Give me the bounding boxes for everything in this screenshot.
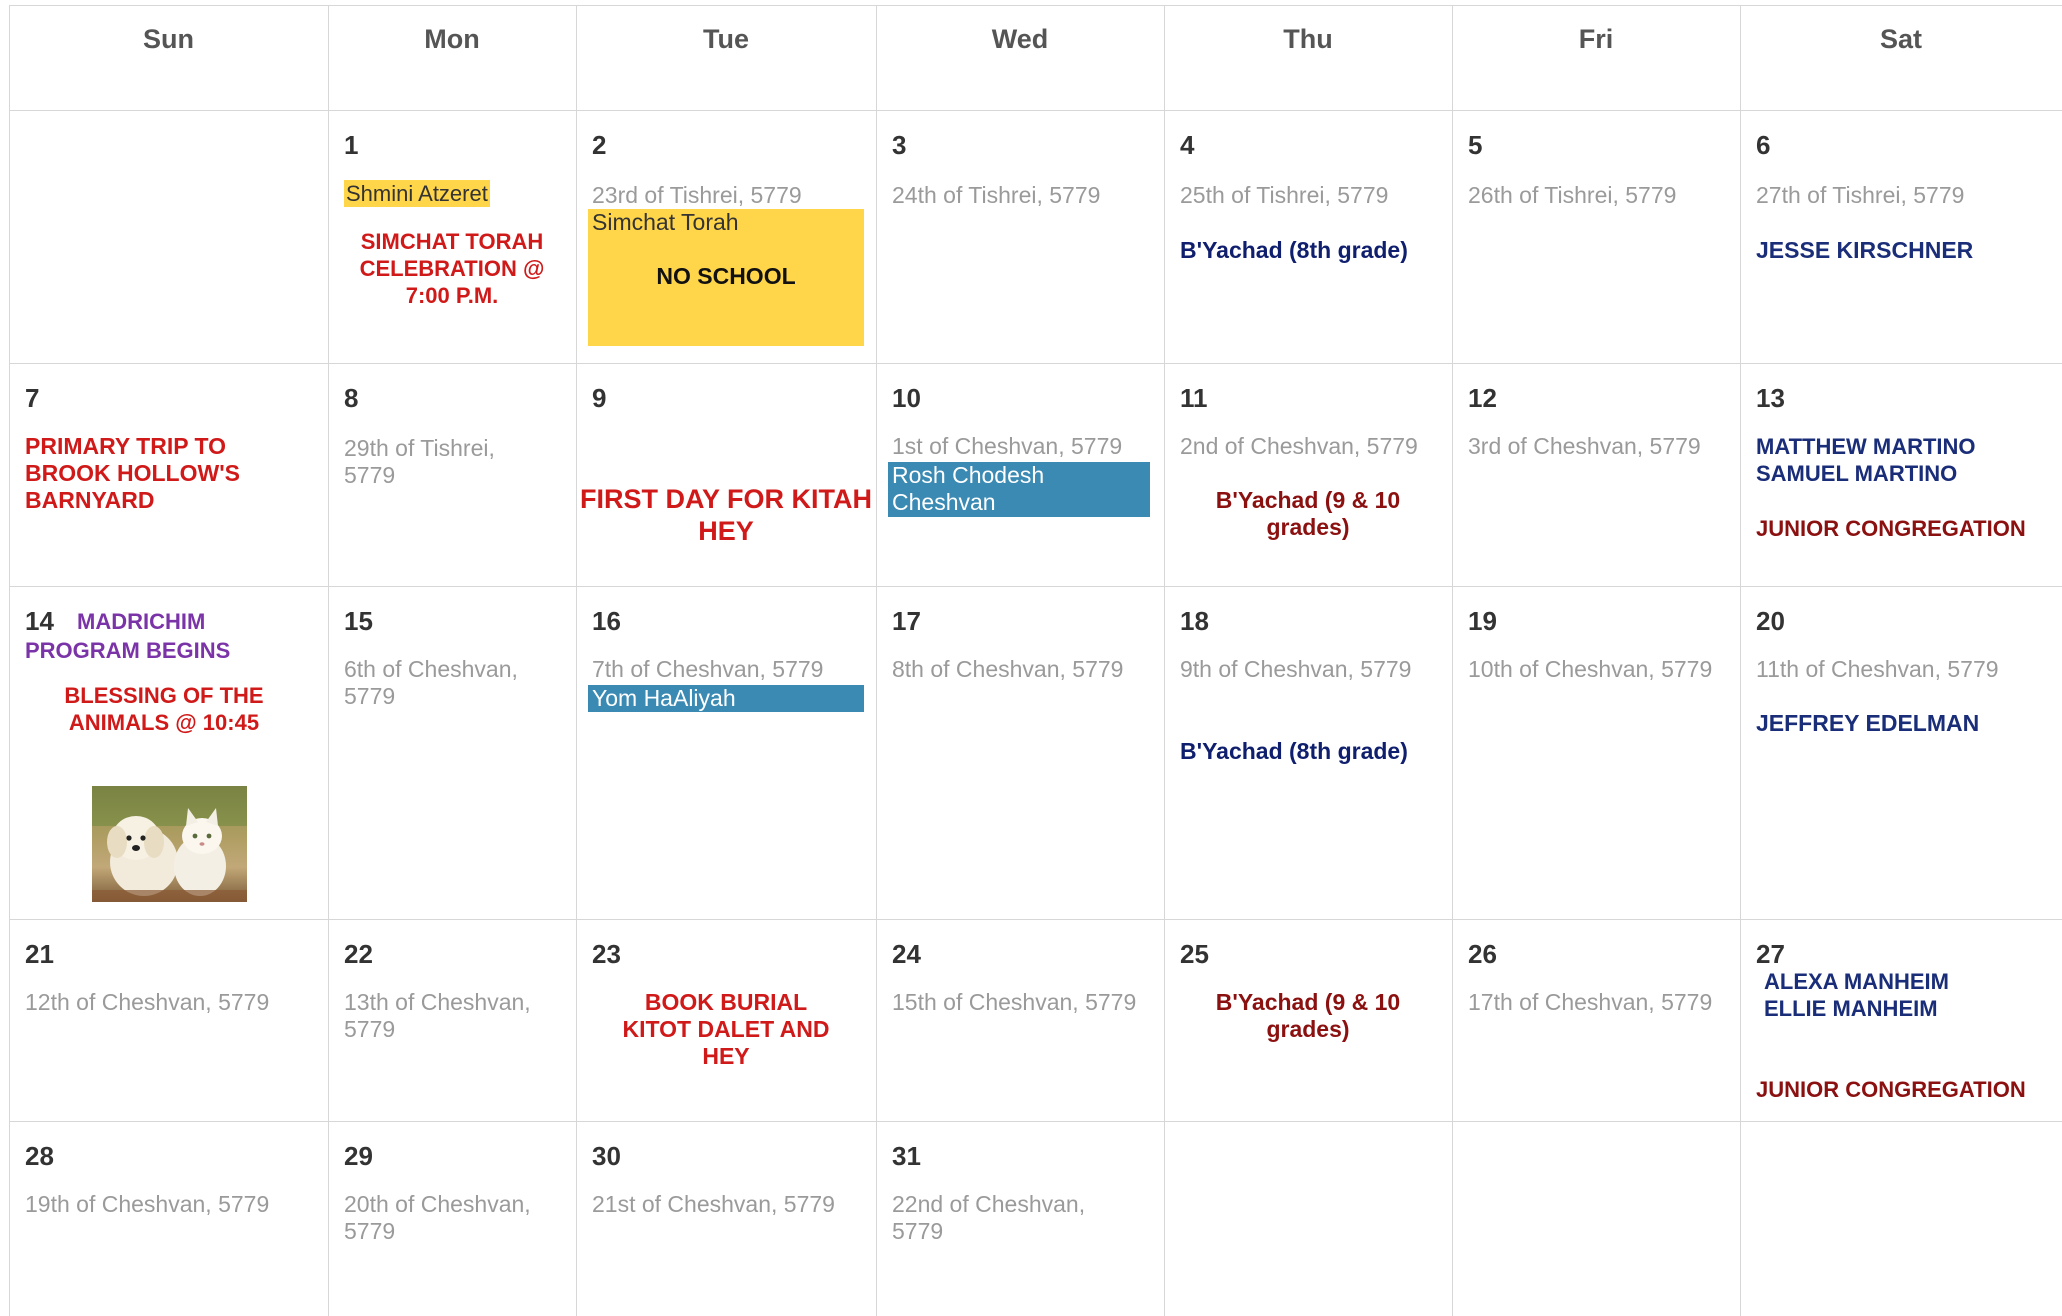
no-school-label: NO SCHOOL bbox=[656, 263, 796, 289]
day-number: 31 bbox=[892, 1141, 921, 1171]
hebrew-date: 11th of Cheshvan, 5779 bbox=[1756, 656, 1999, 682]
hebrew-date: 27th of Tishrei, 5779 bbox=[1756, 182, 1965, 208]
hebrew-date: 22nd of Cheshvan, 5779 bbox=[892, 1191, 1086, 1244]
day-cell[interactable] bbox=[1164, 586, 1452, 919]
day-number: 13 bbox=[1756, 383, 1785, 413]
day-number: 5 bbox=[1468, 130, 1483, 160]
day-number: 14 bbox=[25, 606, 54, 636]
day-cell[interactable] bbox=[1452, 919, 1740, 1121]
event-label[interactable]: FIRST DAY FOR KITAH HEY bbox=[579, 484, 873, 546]
day-number: 25 bbox=[1180, 939, 1209, 969]
hebrew-date: 12th of Cheshvan, 5779 bbox=[25, 989, 270, 1015]
day-cell[interactable] bbox=[1740, 363, 2062, 586]
day-cell[interactable] bbox=[328, 586, 576, 919]
event-label[interactable]: PRIMARY TRIP TO BROOK HOLLOW'S BARNYARD bbox=[25, 433, 241, 513]
day-name-thu: Thu bbox=[1283, 24, 1333, 54]
hebrew-date: 19th of Cheshvan, 5779 bbox=[25, 1191, 270, 1217]
event-label[interactable]: ELLIE MANHEIM bbox=[1764, 996, 1938, 1021]
day-cell[interactable] bbox=[1164, 363, 1452, 586]
day-number: 18 bbox=[1180, 606, 1209, 636]
event-label[interactable]: B'Yachad (8th grade) bbox=[1180, 237, 1408, 263]
day-cell[interactable] bbox=[576, 586, 876, 919]
day-cell[interactable] bbox=[328, 363, 576, 586]
day-number: 2 bbox=[592, 130, 607, 160]
event-label[interactable]: MATTHEW MARTINO bbox=[1756, 434, 1976, 459]
event-label[interactable]: BOOK BURIAL KITOT DALET AND HEY bbox=[622, 989, 830, 1069]
day-number: 22 bbox=[344, 939, 373, 969]
day-number: 4 bbox=[1180, 130, 1195, 160]
day-cell[interactable] bbox=[1452, 586, 1740, 919]
holiday-label: Simchat Torah bbox=[592, 209, 739, 235]
day-cell[interactable] bbox=[328, 919, 576, 1121]
day-cell[interactable] bbox=[876, 919, 1164, 1121]
day-cell[interactable] bbox=[576, 919, 876, 1121]
day-number: 16 bbox=[592, 606, 621, 636]
day-cell[interactable] bbox=[9, 363, 328, 586]
event-label[interactable]: JESSE KIRSCHNER bbox=[1756, 237, 1974, 263]
event-label[interactable]: MADRICHIM PROGRAM BEGINS bbox=[25, 609, 231, 663]
day-name-fri: Fri bbox=[1578, 24, 1614, 54]
day-cell[interactable] bbox=[9, 919, 328, 1121]
day-number: 24 bbox=[892, 939, 921, 969]
hebrew-date: 29th of Tishrei, 5779 bbox=[344, 435, 495, 488]
day-number: 8 bbox=[344, 383, 359, 413]
hebrew-date: 7th of Cheshvan, 5779 bbox=[592, 656, 824, 682]
day-number: 6 bbox=[1756, 130, 1771, 160]
day-number: 9 bbox=[592, 383, 607, 413]
hebrew-date: 2nd of Cheshvan, 5779 bbox=[1180, 433, 1418, 459]
hebrew-date: 25th of Tishrei, 5779 bbox=[1180, 182, 1389, 208]
holiday-bar[interactable]: Yom HaAliyah bbox=[588, 685, 864, 712]
day-number: 12 bbox=[1468, 383, 1497, 413]
day-number: 23 bbox=[592, 939, 621, 969]
day-number: 21 bbox=[25, 939, 54, 969]
hebrew-date: 24th of Tishrei, 5779 bbox=[892, 182, 1101, 208]
day-cell[interactable] bbox=[876, 586, 1164, 919]
event-label[interactable]: B'Yachad (9 & 10 grades) bbox=[1215, 989, 1401, 1042]
no-school-block[interactable] bbox=[588, 209, 864, 346]
hebrew-date: 10th of Cheshvan, 5779 bbox=[1468, 656, 1713, 682]
event-label[interactable]: SAMUEL MARTINO bbox=[1756, 461, 1958, 486]
puppy-and-kitten-photo bbox=[92, 786, 247, 902]
day-cell[interactable] bbox=[1740, 110, 2062, 363]
hebrew-date: 26th of Tishrei, 5779 bbox=[1468, 182, 1677, 208]
day-number: 20 bbox=[1756, 606, 1785, 636]
day-cell[interactable] bbox=[876, 363, 1164, 586]
hebrew-date: 3rd of Cheshvan, 5779 bbox=[1468, 433, 1701, 459]
hebrew-date: 23rd of Tishrei, 5779 bbox=[592, 182, 802, 208]
day-name-sun: Sun bbox=[143, 24, 194, 54]
hebrew-date: 20th of Cheshvan, 5779 bbox=[344, 1191, 531, 1244]
event-label[interactable]: JEFFREY EDELMAN bbox=[1756, 710, 1980, 736]
day-number: 19 bbox=[1468, 606, 1497, 636]
day-cell[interactable] bbox=[876, 1121, 1164, 1316]
day-name-mon: Mon bbox=[424, 24, 480, 54]
day-number: 29 bbox=[344, 1141, 373, 1171]
day-cell[interactable] bbox=[1740, 919, 2062, 1121]
event-label[interactable]: BLESSING OF THE ANIMALS @ 10:45 bbox=[64, 683, 264, 735]
hebrew-date: 6th of Cheshvan, 5779 bbox=[344, 656, 518, 709]
day-cell[interactable] bbox=[328, 1121, 576, 1316]
hebrew-date: 8th of Cheshvan, 5779 bbox=[892, 656, 1124, 682]
day-cell[interactable] bbox=[876, 110, 1164, 363]
day-number: 15 bbox=[344, 606, 373, 636]
holiday-bar[interactable]: Rosh Chodesh Cheshvan bbox=[888, 462, 1150, 517]
hebrew-date: 13th of Cheshvan, 5779 bbox=[344, 989, 531, 1042]
day-number: 17 bbox=[892, 606, 921, 636]
hebrew-date: 1st of Cheshvan, 5779 bbox=[892, 433, 1123, 459]
day-cell[interactable] bbox=[576, 363, 876, 586]
event-label[interactable]: JUNIOR CONGREGATION bbox=[1756, 516, 2026, 541]
hebrew-date: 21st of Cheshvan, 5779 bbox=[592, 1191, 835, 1217]
day-number: 7 bbox=[25, 383, 40, 413]
grid-line bbox=[9, 5, 2062, 6]
event-label[interactable]: SIMCHAT TORAH CELEBRATION @ 7:00 P.M. bbox=[359, 229, 545, 308]
day-number: 10 bbox=[892, 383, 921, 413]
day-number: 27 bbox=[1756, 939, 1785, 969]
hebrew-date: 9th of Cheshvan, 5779 bbox=[1180, 656, 1412, 682]
day-cell[interactable] bbox=[1740, 586, 2062, 919]
event-label[interactable]: ALEXA MANHEIM bbox=[1764, 969, 1949, 994]
day-name-sat: Sat bbox=[1879, 24, 1923, 54]
day-number: 30 bbox=[592, 1141, 621, 1171]
day-number: 28 bbox=[25, 1141, 54, 1171]
day-cell[interactable] bbox=[328, 110, 576, 363]
day-name-wed: Wed bbox=[991, 24, 1049, 54]
day-number: 26 bbox=[1468, 939, 1497, 969]
day-number: 1 bbox=[344, 130, 359, 160]
event-label[interactable]: B'Yachad (9 & 10 grades) bbox=[1215, 487, 1401, 540]
holiday-highlight[interactable]: Shmini Atzeret bbox=[346, 181, 488, 206]
day-cell[interactable] bbox=[1452, 110, 1740, 363]
day-number: 3 bbox=[892, 130, 907, 160]
day-cell[interactable] bbox=[9, 586, 328, 919]
day-name-tue: Tue bbox=[703, 24, 749, 54]
hebrew-date: 17th of Cheshvan, 5779 bbox=[1468, 989, 1713, 1015]
day-cell[interactable] bbox=[1164, 919, 1452, 1121]
day-cell[interactable] bbox=[576, 110, 876, 363]
hebrew-date: 15th of Cheshvan, 5779 bbox=[892, 989, 1137, 1015]
day-cell[interactable] bbox=[1164, 110, 1452, 363]
day-cell[interactable] bbox=[9, 1121, 328, 1316]
day-number: 11 bbox=[1180, 383, 1208, 413]
event-label[interactable]: JUNIOR CONGREGATION bbox=[1756, 1077, 2026, 1102]
day-cell[interactable] bbox=[576, 1121, 876, 1316]
day-cell[interactable] bbox=[1452, 363, 1740, 586]
event-label[interactable]: B'Yachad (8th grade) bbox=[1180, 738, 1408, 764]
